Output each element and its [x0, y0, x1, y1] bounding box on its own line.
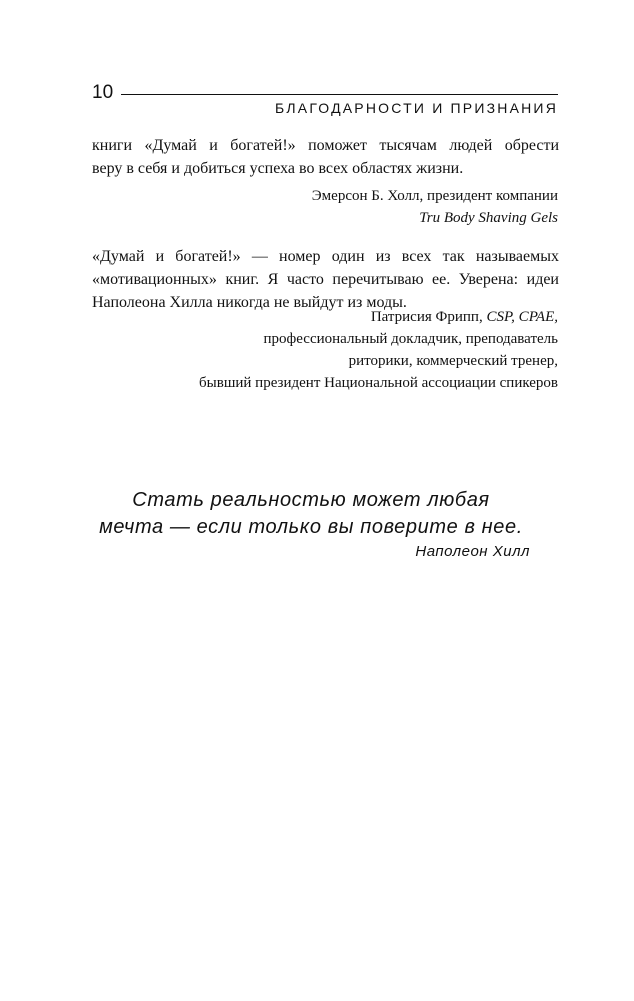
testimonial-1-attribution — [312, 185, 558, 229]
testimonial-2-line-3: Наполеона Хилла никогда не выйдут из моды. — [92, 294, 407, 311]
testimonial-2-line-2: «мотивационных» книг. Я часто перечитываю ее. Уверена: идеи — [92, 271, 559, 288]
attribution-2-line-1 — [199, 306, 558, 328]
attribution-2-line-2: профессиональный докладчик, преподаватель — [263, 331, 558, 347]
testimonial-1-line-2: веру в себя и добиться успеха во всех областях жизни. — [92, 160, 464, 177]
testimonial-2-line-1: «Думай и богатей!» — номер один из всех так называемых — [92, 248, 559, 265]
epigraph-line-1: Стать реальностью может любая — [132, 489, 490, 511]
testimonial-1-text — [92, 134, 559, 180]
running-head: БЛАГОДАРНОСТИ И ПРИЗНАНИЯ — [275, 100, 558, 116]
attribution-2-line-4: бывший президент Национальной ассоциации спикеров — [199, 375, 558, 391]
epigraph-line-2: мечта — если только вы поверите в нее. — [99, 516, 523, 538]
attribution-2-credentials: CSP, CPAE, — [486, 309, 558, 325]
testimonial-2-text — [92, 245, 559, 314]
attribution-2-line-3: риторики, коммерческий тренер, — [348, 353, 558, 369]
epigraph-author: Наполеон Хилл — [415, 543, 530, 560]
header-rule — [121, 94, 558, 95]
epigraph-quote — [92, 487, 530, 541]
page-number: 10 — [92, 82, 114, 103]
attribution-1-line-2: Tru Body Shaving Gels — [419, 210, 558, 226]
testimonial-1-line-1: книги «Думай и богатей!» поможет тысячам людей обрести — [92, 137, 559, 154]
attribution-1-line-1: Эмерсон Б. Холл, президент компании — [311, 188, 558, 204]
attribution-2-name: Патрисия Фрипп, — [370, 309, 487, 325]
testimonial-2-attribution — [199, 306, 558, 394]
